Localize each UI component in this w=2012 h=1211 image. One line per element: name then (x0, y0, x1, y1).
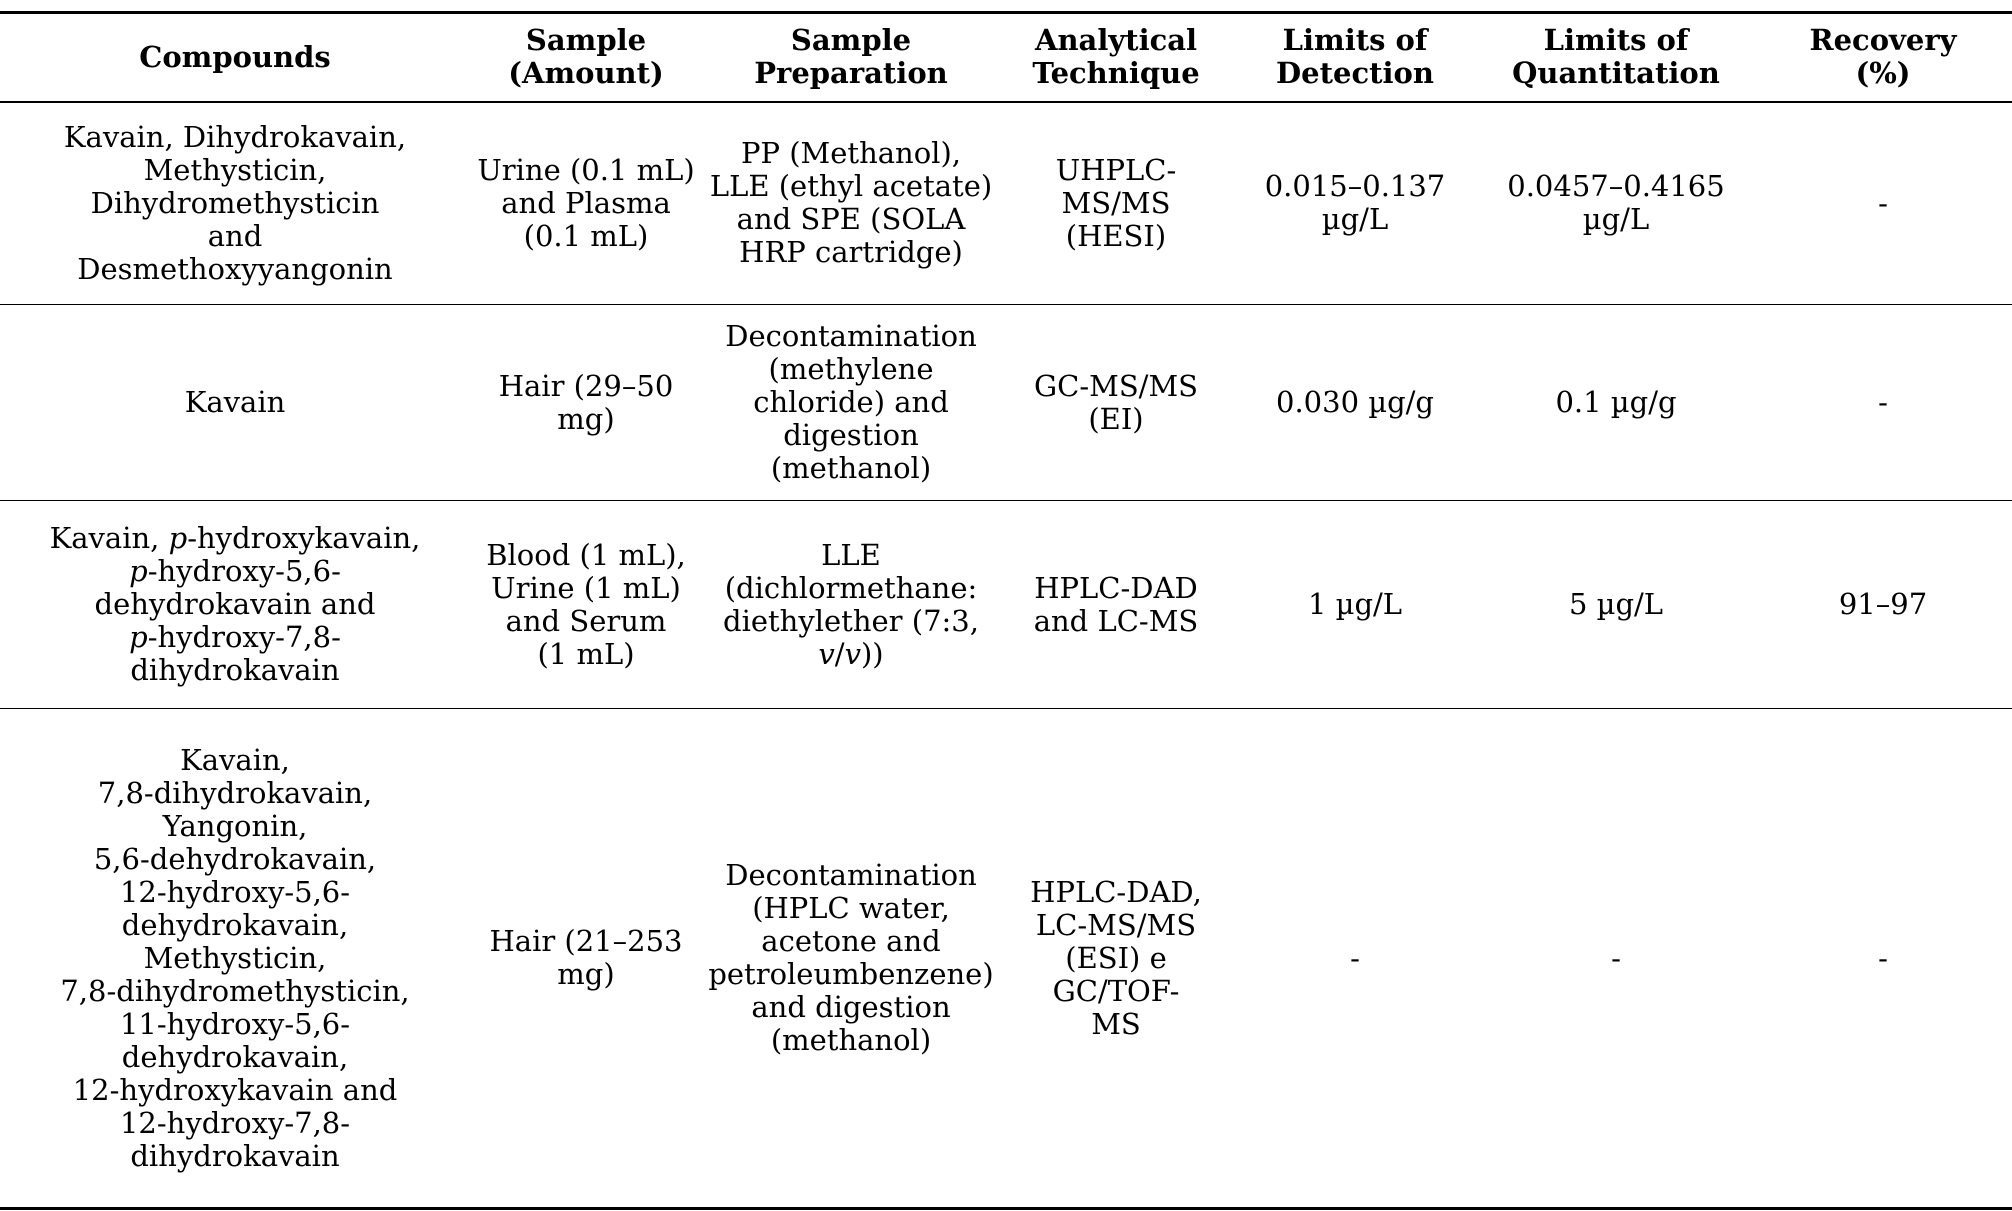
cell-sample: Blood (1 mL), Urine (1 mL) and Serum (1 mL) (486, 537, 686, 671)
cell-technique: UHPLC- MS/MS (HESI) (1055, 152, 1177, 253)
cell-loq: 0.0457–0.4165 µg/L (1507, 169, 1725, 237)
cell-lod: 0.030 µg/g (1276, 385, 1434, 419)
cell-preparation: LLE (dichlormethane: diethylether (7:3, v/v)) (723, 537, 979, 671)
cell-recovery: - (1878, 385, 1888, 419)
header-recovery: Recovery (%) (1809, 23, 1957, 91)
cell-compounds: Kavain, Dihydrokavain, Methysticin, Dihydromethysticin and Desmethoxyyangonin (63, 119, 407, 286)
cell-compounds: Kavain (184, 385, 286, 419)
cell-preparation: Decontamination (HPLC water, acetone and petroleumbenzene) and digestion (methanol) (708, 858, 994, 1057)
cell-loq: 5 µg/L (1568, 587, 1664, 621)
cell-compounds: Kavain, 7,8-dihydrokavain, Yangonin, 5,6-dehydrokavain, 12-hydroxy-5,6- dehydrokavain, Methysticin, 7,8-dihydromethysticin, 11-hydroxy-5,6- dehydrokavain, 12-hydroxykavain and 12-hydroxy-7,8- dihydrokavain (60, 742, 410, 1173)
cell-lod: 1 µg/L (1307, 587, 1403, 621)
cell-loq: - (1611, 940, 1621, 975)
cell-recovery: 91–97 (1838, 587, 1928, 621)
header-technique: Analytical Technique (1032, 23, 1200, 91)
header-sample: Sample (Amount) (508, 23, 664, 91)
cell-sample: Hair (29–50 mg) (498, 368, 674, 436)
table-row (0, 709, 2012, 1209)
header-lod: Limits of Detection (1276, 23, 1434, 91)
data-table (0, 11, 2012, 1210)
header-row (0, 13, 2012, 102)
table-header (0, 13, 2012, 102)
header-compounds: Compounds (139, 39, 331, 74)
cell-technique: GC-MS/MS (EI) (1033, 368, 1199, 436)
cell-lod: 0.015–0.137 µg/L (1264, 169, 1446, 237)
cell-sample: Urine (0.1 mL) and Plasma (0.1 mL) (477, 152, 695, 253)
table-row (0, 102, 2012, 305)
header-preparation: Sample Preparation (754, 23, 948, 91)
cell-preparation: Decontamination (methylene chloride) and digestion (methanol) (725, 319, 977, 485)
cell-preparation: PP (Methanol), LLE (ethyl acetate) and SPE (SOLA HRP cartridge) (709, 136, 993, 270)
table-row (0, 501, 2012, 709)
table-body (0, 102, 2012, 1209)
cell-compounds: Kavain, p-hydroxykavain, p-hydroxy-5,6- dehydrokavain and p-hydroxy-7,8- dihydrokavain (49, 521, 421, 687)
cell-sample: Hair (21–253 mg) (489, 924, 683, 991)
header-loq: Limits of Quantitation (1512, 23, 1720, 91)
cell-recovery: - (1878, 185, 1888, 220)
cell-lod: - (1350, 940, 1360, 975)
cell-loq: 0.1 µg/g (1555, 385, 1677, 419)
cell-recovery: - (1878, 940, 1888, 975)
cell-technique: HPLC-DAD and LC-MS (1033, 570, 1199, 638)
cell-technique: HPLC-DAD, LC-MS/MS (ESI) e GC/TOF- MS (1030, 874, 1202, 1041)
table-row (0, 305, 2012, 501)
